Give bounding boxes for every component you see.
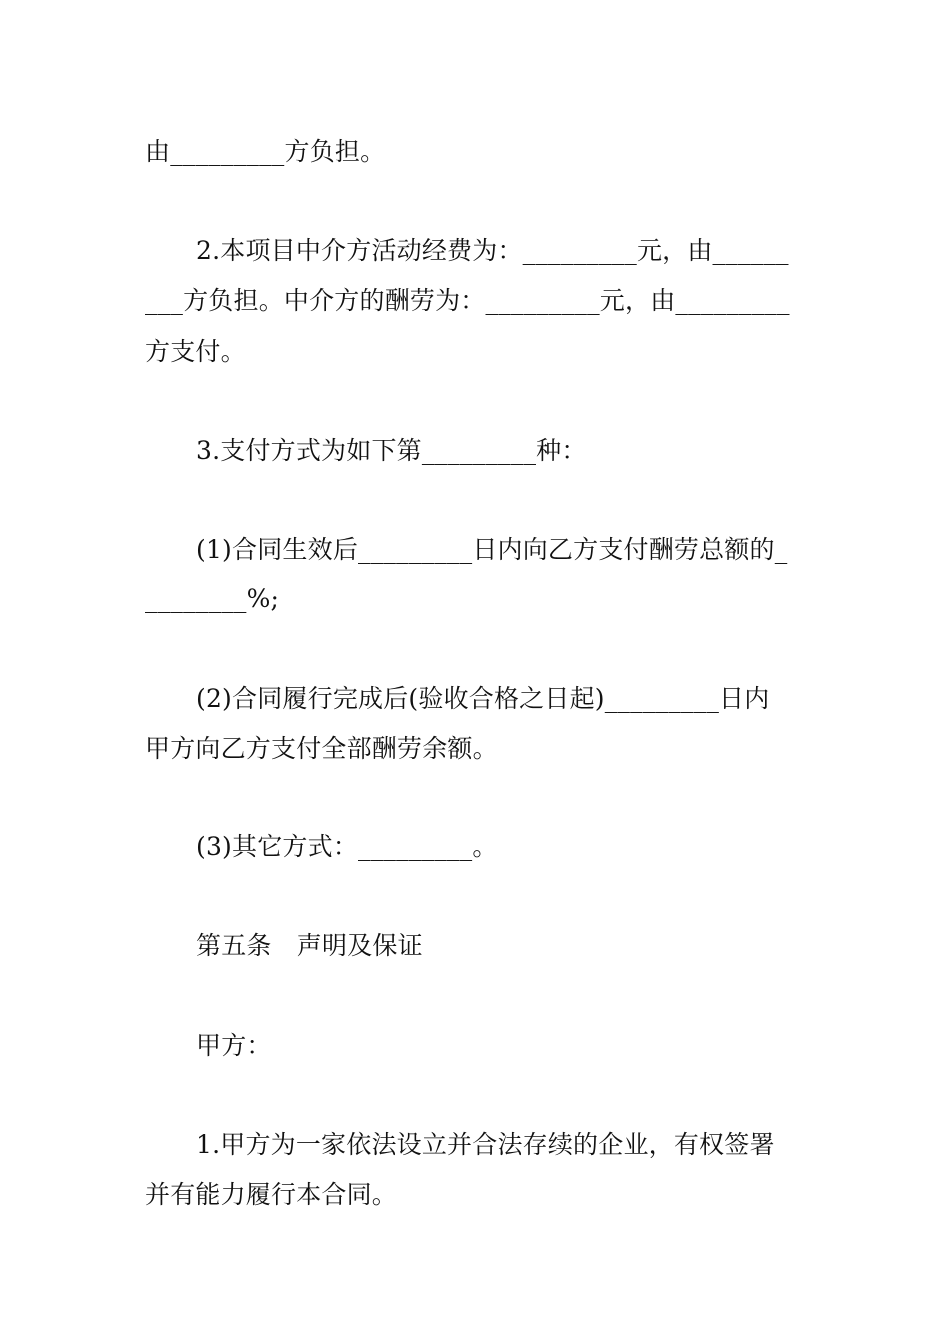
text-line-payment-3: (3)其它方式：_________。	[196, 832, 498, 861]
text-line-item-3: 3.支付方式为如下第_________种：	[196, 436, 587, 465]
text-line-payment-1-end: ________%;	[145, 584, 280, 613]
text-line-item-2-middle: ___方负担。中介方的酬劳为：_________元，由_________	[145, 286, 790, 315]
text-line-item-2-start: 2.本项目中介方活动经费为：_________元，由______	[196, 236, 789, 265]
text-line-payment-2-end: 甲方向乙方支付全部酬劳余额。	[145, 734, 498, 763]
party-a-heading: 甲方：	[196, 1031, 272, 1060]
section-heading-article-5: 第五条 声明及保证	[196, 931, 423, 960]
text-line-payment-2-start: (2)合同履行完成后(验收合格之日起)_________日内	[196, 684, 770, 713]
text-line-burden: 由_________方负担。	[145, 137, 386, 166]
text-line-warranty-1-end: 并有能力履行本合同。	[145, 1180, 398, 1209]
text-line-payment-1-start: (1)合同生效后_________日内向乙方支付酬劳总额的_	[196, 535, 788, 564]
text-line-item-2-end: 方支付。	[145, 337, 246, 366]
text-line-warranty-1-start: 1.甲方为一家依法设立并合法存续的企业，有权签署	[196, 1130, 775, 1159]
